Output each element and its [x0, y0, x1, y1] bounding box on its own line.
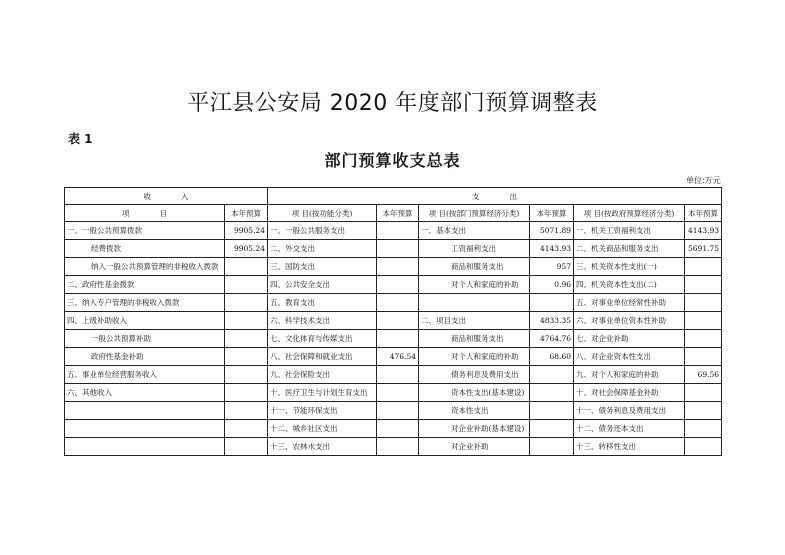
gov-item: 十三、转移性支出	[574, 438, 685, 456]
gov-value	[685, 276, 722, 294]
gov-value	[685, 258, 722, 276]
gov-item: 五、对事业单位经常性补助	[574, 294, 685, 312]
table-row	[65, 294, 722, 312]
header-row-group	[65, 188, 722, 205]
func-item: 九、社会保险支出	[268, 366, 377, 384]
table-row	[65, 240, 722, 258]
func-item: 四、公共安全支出	[268, 276, 377, 294]
dept-item: 商品和服务支出	[419, 330, 530, 348]
gov-value: 5691.75	[685, 240, 722, 258]
dept-value: 4833.35	[530, 312, 574, 330]
gov-item: 四、机关资本性支出(二)	[574, 276, 685, 294]
func-value	[377, 258, 419, 276]
gov-item: 三、机关资本性支出(一)	[574, 258, 685, 276]
func-item: 八、社会保障和就业支出	[268, 348, 377, 366]
dept-item	[419, 294, 530, 312]
func-item: 十一、节能环保支出	[268, 402, 377, 420]
income-item	[65, 402, 225, 420]
income-item: 一般公共预算补助	[65, 330, 225, 348]
gov-item: 十、对社会保障基金补助	[574, 384, 685, 402]
func-value	[377, 384, 419, 402]
dept-item: 资本性支出	[419, 402, 530, 420]
dept-item: 商品和服务支出	[419, 258, 530, 276]
table-row	[65, 384, 722, 402]
income-item	[65, 438, 225, 456]
income-item-header: 项 目	[65, 205, 225, 222]
func-value	[377, 312, 419, 330]
income-value: 9905.24	[225, 222, 268, 240]
func-item: 二、外交支出	[268, 240, 377, 258]
income-value	[225, 312, 268, 330]
page-title: 平江县公安局 2020 年度部门预算调整表	[187, 91, 598, 116]
func-value	[377, 366, 419, 384]
table-row	[65, 420, 722, 438]
income-item: 三、纳入专户管理的非税收入拨款	[65, 294, 225, 312]
dept-item: 资本性支出(基本建设)	[419, 384, 530, 402]
income-value	[225, 438, 268, 456]
gov-value	[685, 330, 722, 348]
header-row-columns	[65, 205, 722, 222]
gov-value	[685, 294, 722, 312]
dept-value	[530, 438, 574, 456]
func-item: 五、教育支出	[268, 294, 377, 312]
func-item-header: 项 目(按功能分类)	[268, 205, 377, 222]
func-item: 十、医疗卫生与计划生育支出	[268, 384, 377, 402]
expense-header: 支 出	[268, 188, 722, 205]
income-item	[65, 420, 225, 438]
income-item: 二、政府性基金拨款	[65, 276, 225, 294]
table-number: 表 1	[68, 132, 93, 146]
income-item: 六、其他收入	[65, 384, 225, 402]
gov-value: 69.56	[685, 366, 722, 384]
gov-item: 六、对事业单位资本性补助	[574, 312, 685, 330]
dept-value: 68.60	[530, 348, 574, 366]
table-row	[65, 348, 722, 366]
func-item: 七、文化体育与传媒支出	[268, 330, 377, 348]
func-value	[377, 402, 419, 420]
gov-value	[685, 348, 722, 366]
gov-item-header: 项 目(按政府预算经济分类)	[574, 205, 685, 222]
func-value	[377, 420, 419, 438]
income-item: 经费拨款	[65, 240, 225, 258]
table-subtitle: 部门预算收支总表	[324, 151, 461, 170]
dept-budget-header: 本年预算	[530, 205, 574, 222]
dept-item: 对企业补助	[419, 438, 530, 456]
gov-value	[685, 420, 722, 438]
income-value: 9905.24	[225, 240, 268, 258]
func-value	[377, 294, 419, 312]
dept-value	[530, 420, 574, 438]
income-item: 政府性基金补助	[65, 348, 225, 366]
income-value	[225, 258, 268, 276]
gov-item: 二、机关商品和服务支出	[574, 240, 685, 258]
dept-item: 债务利息及费用支出	[419, 366, 530, 384]
unit-label: 单位:万元	[686, 176, 721, 185]
table-row	[65, 402, 722, 420]
income-value	[225, 330, 268, 348]
income-item: 纳入一般公共预算管理的非税收入拨款	[65, 258, 225, 276]
func-item: 一、一般公共服务支出	[268, 222, 377, 240]
dept-item-header: 项 目(按部门预算经济分类)	[419, 205, 530, 222]
func-budget-header: 本年预算	[377, 205, 419, 222]
table-row	[65, 258, 722, 276]
income-item: 一、一般公共预算拨款	[65, 222, 225, 240]
gov-value	[685, 312, 722, 330]
gov-budget-header: 本年预算	[685, 205, 722, 222]
income-value	[225, 276, 268, 294]
income-budget-header: 本年预算	[225, 205, 268, 222]
func-item: 三、国防支出	[268, 258, 377, 276]
table-row	[65, 366, 722, 384]
income-value	[225, 384, 268, 402]
dept-item: 工资福利支出	[419, 240, 530, 258]
gov-value	[685, 384, 722, 402]
table-row	[65, 330, 722, 348]
dept-value: 0.96	[530, 276, 574, 294]
table-row	[65, 276, 722, 294]
func-value	[377, 222, 419, 240]
income-item: 四、上级补助收入	[65, 312, 225, 330]
income-value	[225, 366, 268, 384]
dept-item: 对企业补助(基本建设)	[419, 420, 530, 438]
func-value	[377, 330, 419, 348]
gov-item: 一、机关工资福利支出	[574, 222, 685, 240]
func-item: 十二、城乡社区支出	[268, 420, 377, 438]
func-item: 十三、农林水支出	[268, 438, 377, 456]
dept-item: 对个人和家庭的补助	[419, 276, 530, 294]
func-value	[377, 276, 419, 294]
income-value	[225, 348, 268, 366]
income-value	[225, 402, 268, 420]
gov-item: 十一、债务利息及费用支出	[574, 402, 685, 420]
dept-value	[530, 384, 574, 402]
gov-value	[685, 402, 722, 420]
income-item: 五、事业单位经营服务收入	[65, 366, 225, 384]
dept-value	[530, 402, 574, 420]
gov-item: 九、对个人和家庭的补助	[574, 366, 685, 384]
dept-value	[530, 294, 574, 312]
income-header: 收 入	[65, 188, 268, 205]
dept-value: 4764.76	[530, 330, 574, 348]
table-row	[65, 222, 722, 240]
dept-value: 5071.89	[530, 222, 574, 240]
func-item: 六、科学技术支出	[268, 312, 377, 330]
table-row	[65, 438, 722, 456]
dept-item: 二、项目支出	[419, 312, 530, 330]
gov-value: 4143.93	[685, 222, 722, 240]
dept-value: 957	[530, 258, 574, 276]
budget-summary-table	[64, 187, 722, 456]
income-value	[225, 294, 268, 312]
dept-item: 一、基本支出	[419, 222, 530, 240]
func-value	[377, 438, 419, 456]
gov-item: 七、对企业补助	[574, 330, 685, 348]
gov-item: 八、对企业资本性支出	[574, 348, 685, 366]
dept-value	[530, 366, 574, 384]
table-row	[65, 312, 722, 330]
gov-value	[685, 438, 722, 456]
income-value	[225, 420, 268, 438]
gov-item: 十二、债务还本支出	[574, 420, 685, 438]
func-value: 476.54	[377, 348, 419, 366]
dept-value: 4143.93	[530, 240, 574, 258]
dept-item: 对个人和家庭的补助	[419, 348, 530, 366]
func-value	[377, 240, 419, 258]
